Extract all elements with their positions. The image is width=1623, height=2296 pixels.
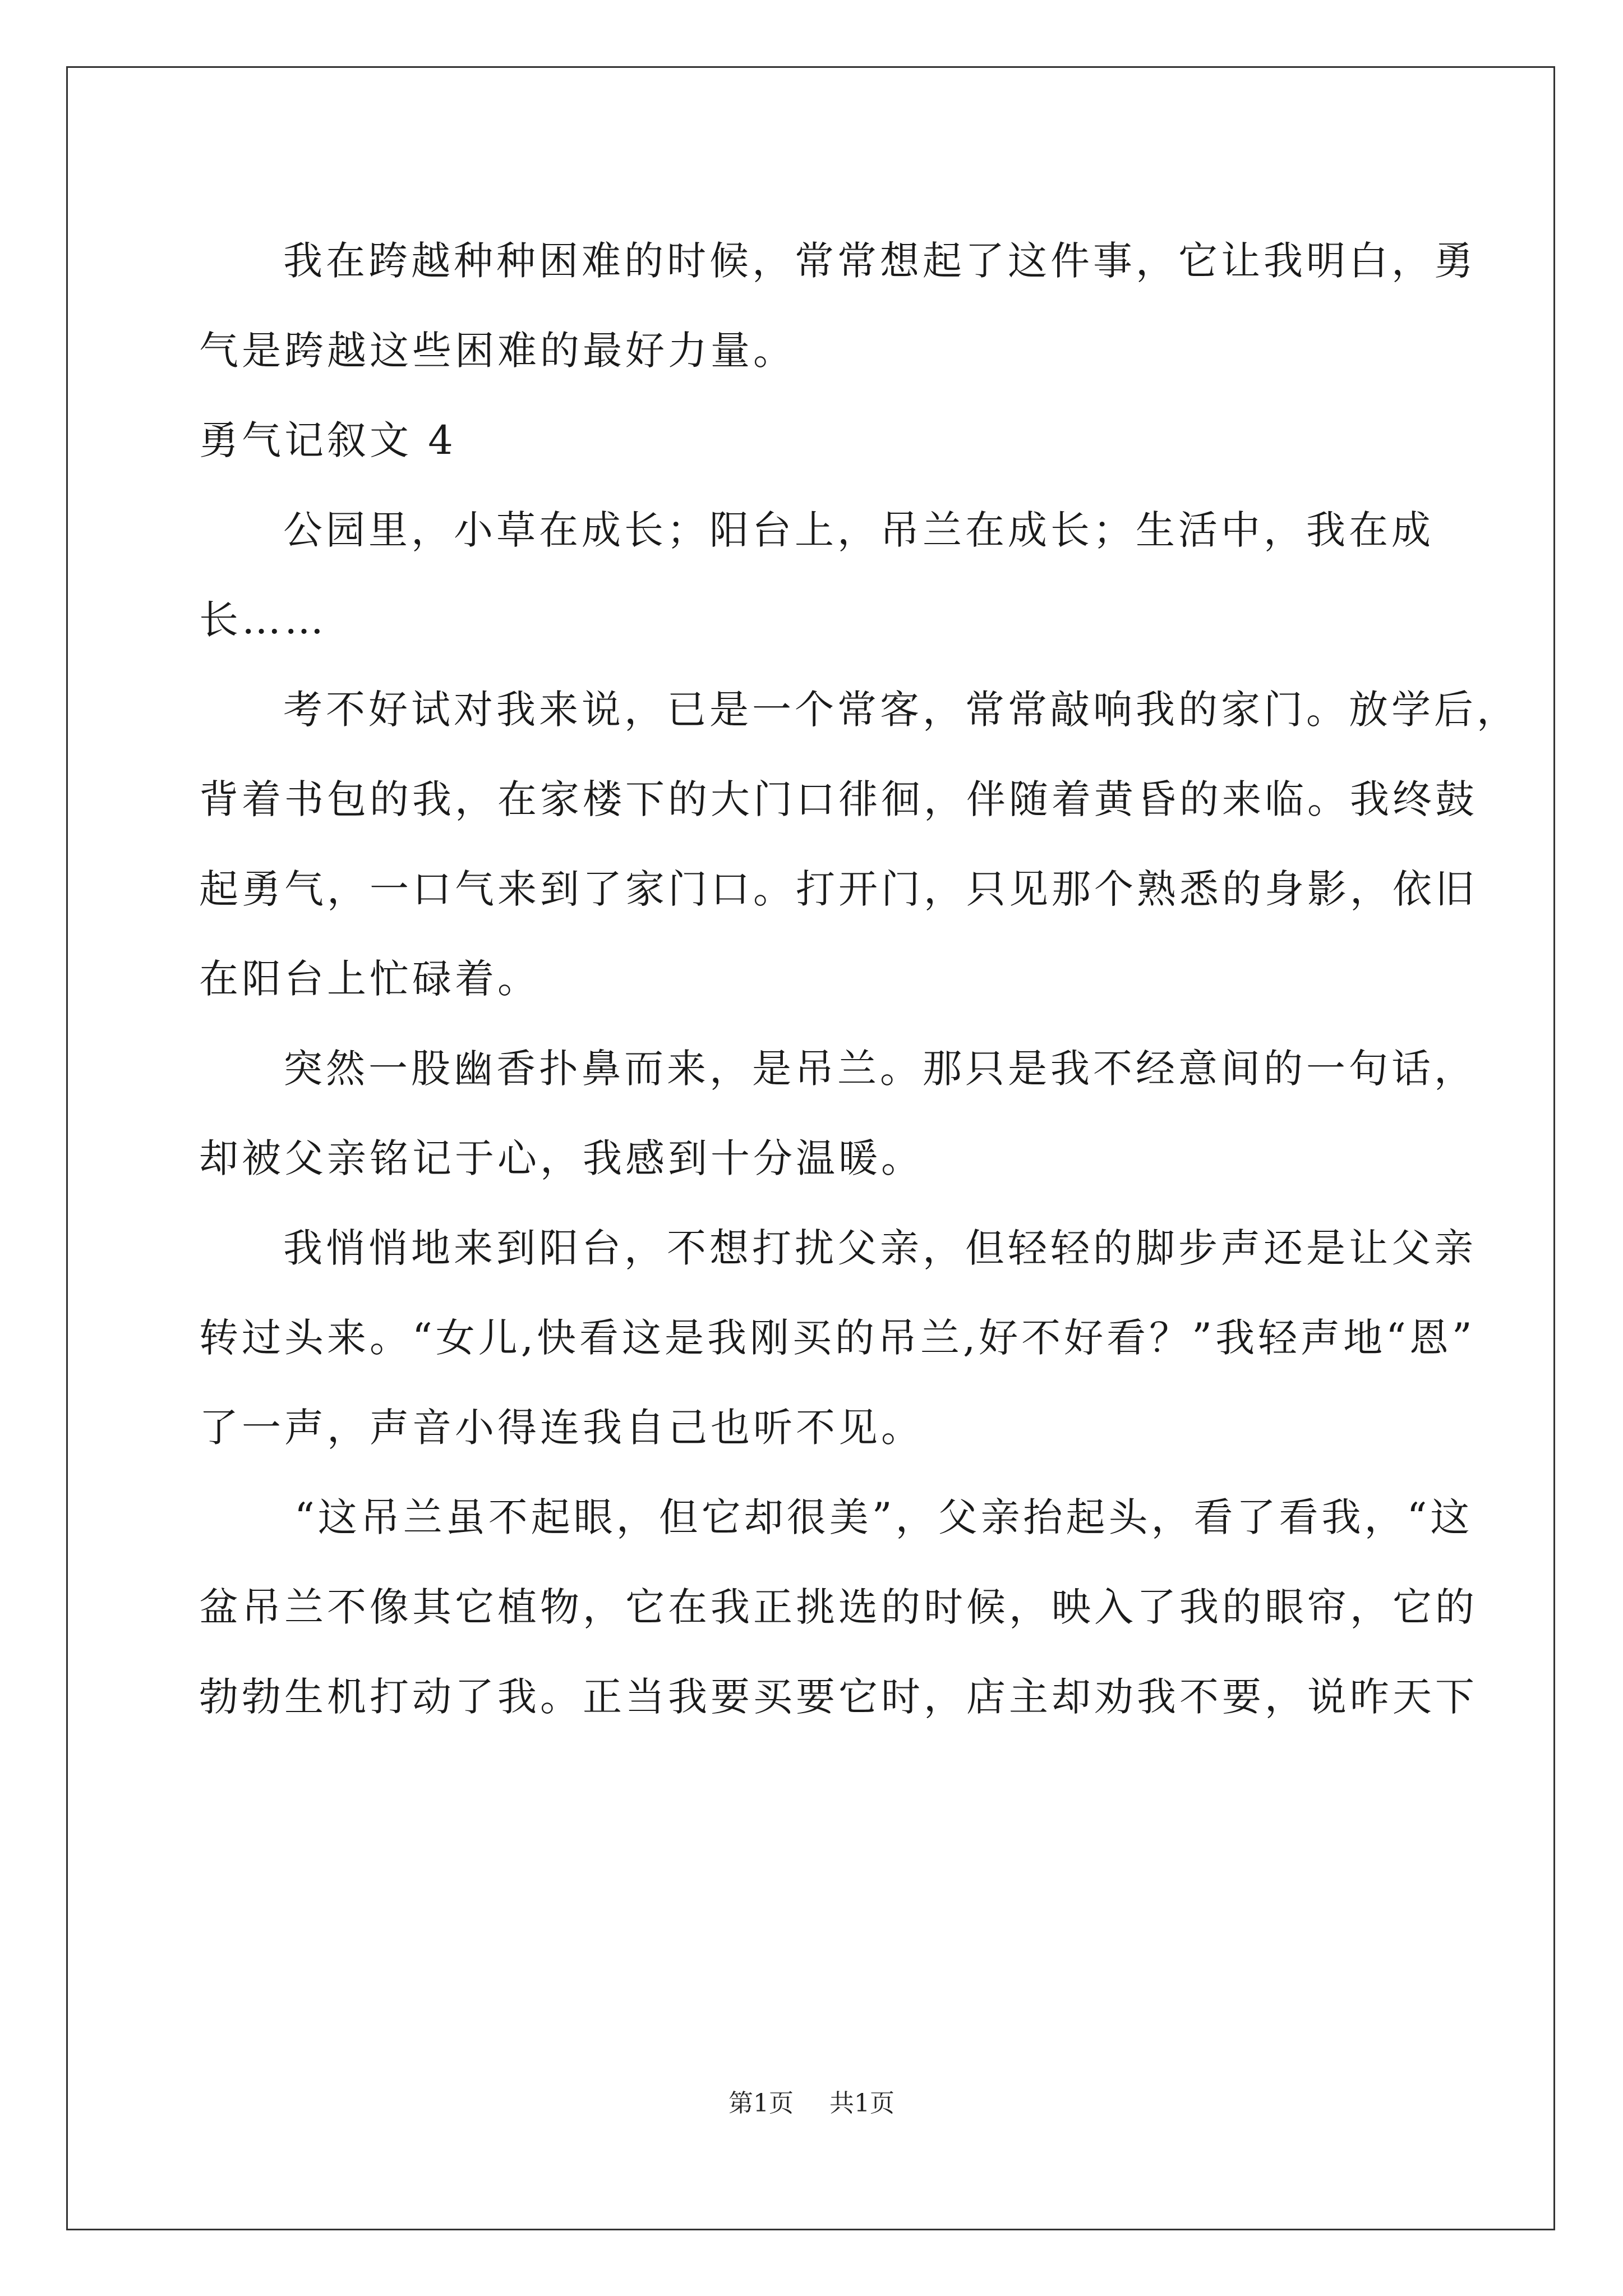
text-line: 盆吊兰不像其它植物，它在我正挑选的时候，映入了我的眼帘，它的 — [199, 1584, 1478, 1630]
text-line: 了一声，声音小得连我自己也听不见。 — [199, 1405, 924, 1451]
paragraph — [199, 665, 1519, 1024]
text-line: 公园里，小草在成长；阳台上，吊兰在成长；生活中，我在成 — [283, 507, 1434, 553]
text-line: 我在跨越种种困难的时候，常常想起了这件事，它让我明白，勇 — [283, 238, 1477, 284]
paragraph — [199, 1024, 1477, 1203]
document-body — [199, 216, 1519, 1742]
paragraph — [199, 1203, 1477, 1473]
text-line: 我悄悄地来到阳台，不想打扰父亲，但轻轻的脚步声还是让父亲 — [283, 1225, 1477, 1271]
text-line: 起勇气，一口气来到了家门口。打开门，只见那个熟悉的身影，依旧 — [199, 866, 1478, 912]
text-line: 考不好试对我来说，已是一个常客，常常敲响我的家门。放学后， — [283, 687, 1519, 733]
text-line: 气是跨越这些困难的最好力量。 — [199, 328, 796, 374]
paragraph — [199, 485, 1433, 665]
text-line: 却被父亲铭记于心，我感到十分温暖。 — [199, 1135, 924, 1181]
page-total: 共1页 — [829, 2089, 895, 2118]
paragraph — [199, 216, 1477, 395]
paragraph — [199, 1473, 1478, 1742]
page-footer — [0, 2087, 1623, 2120]
text-line: 转过头来。“女儿,快看这是我刚买的吊兰,好不好看？”我轻声地“恩” — [199, 1315, 1476, 1361]
heading-line: 勇气记叙文 4 — [199, 417, 457, 463]
text-line: “这吊兰虽不起眼，但它却很美”，父亲抬起头，看了看我，“这 — [294, 1494, 1473, 1540]
text-line: 背着书包的我，在家楼下的大门口徘徊，伴随着黄昏的来临。我终鼓 — [199, 776, 1478, 822]
text-line: 突然一股幽香扑鼻而来，是吊兰。那只是我不经意间的一句话， — [283, 1046, 1477, 1092]
text-line: 长…… — [199, 597, 327, 643]
page-number: 第1页 — [728, 2089, 794, 2118]
section-heading — [199, 395, 1433, 485]
text-line: 勃勃生机打动了我。正当我要买要它时，店主却劝我不要，说昨天下 — [199, 1674, 1478, 1720]
text-line: 在阳台上忙碌着。 — [199, 956, 540, 1002]
